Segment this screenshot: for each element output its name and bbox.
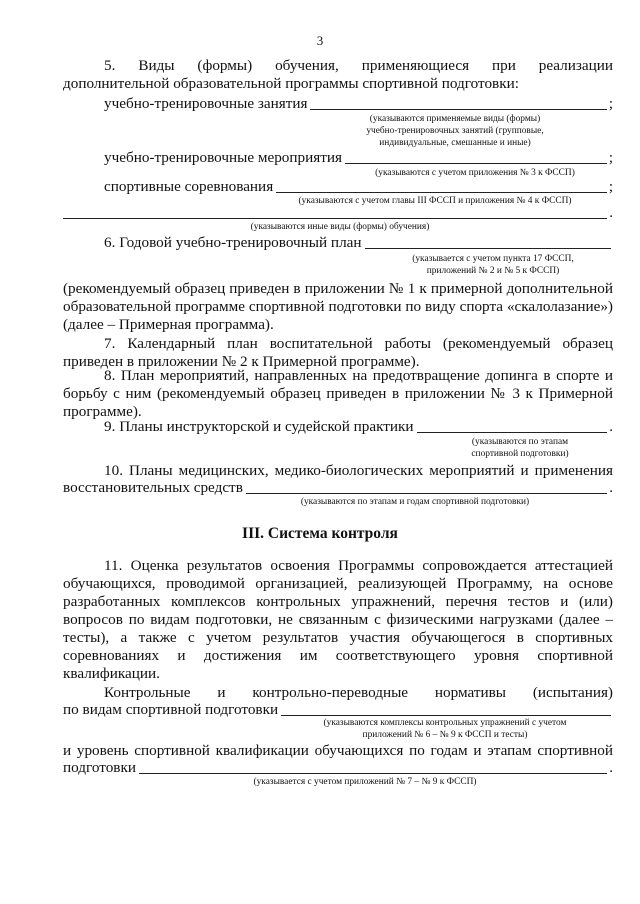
s11-level-line1: и уровень спортивной квалификации обучающихся по годам и этапам спортивной <box>63 742 613 759</box>
s9-note-2: спортивной подготовки) <box>471 449 569 459</box>
s5-item-training-events <box>104 149 613 167</box>
s10-line1: 10. Планы медицинских, медико-биологических мероприятий и применения <box>104 462 613 479</box>
s5-item1-label: учебно-тренировочные занятия <box>104 95 308 112</box>
s11-text: 11. Оценка результатов освоения Программы сопровождается аттестацией обучающихся, проводимой организацией, реализующей Программу, на основе разработанных комплексов контрольных упражнений, перечня тестов и (или) вопросов по видам подготовки, не связанным с физическими нагрузками (далее – тесты), а также с учетом результатов участия обучающегося в спортивных соревнованиях и достижения им соответствующего уровня спортивной квалификации. <box>63 557 613 682</box>
s11-level <box>63 759 613 777</box>
dot: . <box>609 480 613 496</box>
fill-line <box>139 759 607 774</box>
s10-note: (указываются по этапам и годам спортивной подготовки) <box>300 497 530 507</box>
page-number: 3 <box>316 33 324 48</box>
s11-level-note: (указывается с учетом приложений № 7 – № 9 к ФССП) <box>253 777 477 787</box>
s11-norm-note-2: приложений № 6 – № 9 к ФССП и тесты) <box>362 730 528 740</box>
s6-note-2: приложений № 2 и № 5 к ФССП) <box>426 266 560 276</box>
s6-note-1: (указывается с учетом пункта 17 ФССП, <box>412 254 574 264</box>
fill-line <box>345 149 607 164</box>
fill-line <box>276 178 607 193</box>
s5-item-training-sessions <box>104 95 613 113</box>
s11-norm-label: по видам спортивной подготовки <box>63 701 279 718</box>
s5-item2-label: учебно-тренировочные мероприятия <box>104 149 342 166</box>
fill-line <box>281 701 611 716</box>
s10-label: восстановительных средств <box>63 479 243 496</box>
s9-practice-plans <box>104 418 613 436</box>
s5-line1: 5. Виды (формы) обучения, применяющиеся при реализации <box>104 57 613 74</box>
s5-item1-note-1: (указываются применяемые виды (формы) <box>369 114 541 124</box>
fill-line <box>417 418 608 433</box>
s5-item-competitions <box>104 178 613 196</box>
s5-item3-label: спортивные соревнования <box>104 178 274 195</box>
s5-item4-note: (указываются иные виды (формы) обучения) <box>250 222 430 232</box>
dot: . <box>609 205 613 221</box>
fill-line <box>365 234 611 249</box>
s7-text: 7. Календарный план воспитательной работы (рекомендуемый образец приведен в приложении № 2 к Примерной программе). <box>63 335 613 370</box>
fill-line <box>63 204 607 219</box>
fill-line <box>246 479 607 494</box>
s6-annual-plan <box>104 234 613 252</box>
s5-item1-note-3: индивидуальные, смешанные и иные) <box>379 138 531 148</box>
fill-line <box>310 95 606 110</box>
s5-item2-note: (указываются с учетом приложения № 3 к ФССП) <box>375 168 575 178</box>
dot: . <box>609 419 613 435</box>
s5-item-other <box>63 204 613 222</box>
s9-note-1: (указываются по этапам <box>471 437 569 447</box>
s6-text: (рекомендуемый образец приведен в приложении № 1 к примерной дополнительной образовательной программе спортивной подготовки по виду спорта «скалолазание») (далее – Примерная программа). <box>63 280 613 333</box>
s11-norm-note-1: (указываются комплексы контрольных упражнений с учетом <box>323 718 567 728</box>
s9-label: 9. Планы инструкторской и судейской практики <box>104 418 414 435</box>
s5-item3-note: (указываются с учетом главы III ФССП и приложения № 4 к ФССП) <box>298 196 572 206</box>
s11-norm-line1: Контрольные и контрольно-переводные нормативы (испытания) <box>104 684 613 701</box>
s5-item1-note-2: учебно-тренировочных занятий (групповые, <box>366 126 544 136</box>
s11-level-label: подготовки <box>63 759 136 776</box>
section-3-title: III. Система контроля <box>242 525 398 542</box>
semicolon: ; <box>608 96 613 112</box>
dot: . <box>609 760 613 776</box>
s8-text: 8. План мероприятий, направленных на предотвращение допинга в спорте и борьбу с ним (рекомендуемый образец приведен в приложении № 3 к Примерной программе). <box>63 367 613 420</box>
semicolon: ; <box>608 150 613 166</box>
s5-line2: дополнительной образовательной программы спортивной подготовки: <box>63 75 519 92</box>
s10-recovery-means <box>63 479 613 497</box>
semicolon: ; <box>608 179 613 195</box>
s6-label: 6. Годовой учебно-тренировочный план <box>104 234 362 251</box>
